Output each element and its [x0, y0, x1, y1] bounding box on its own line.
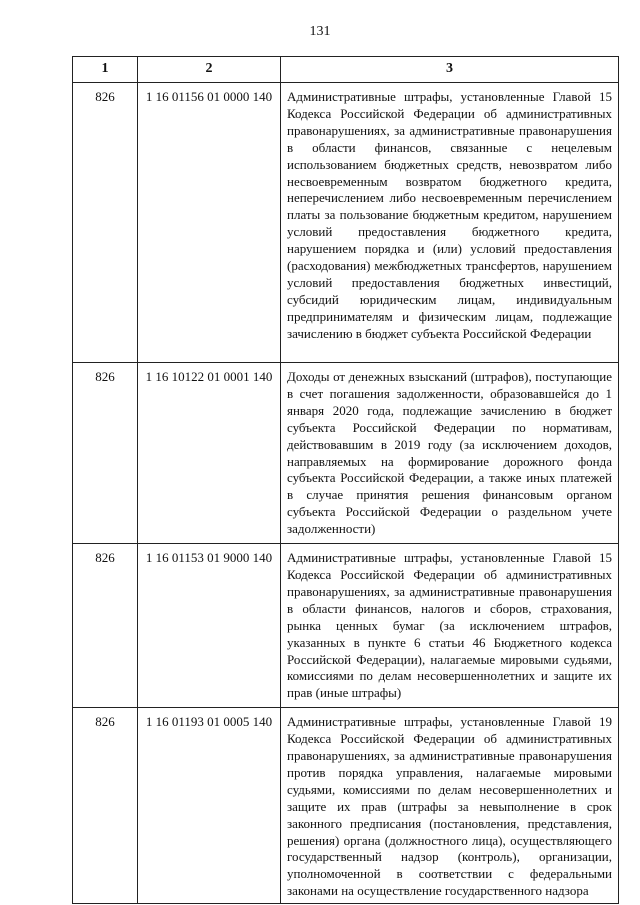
revenue-code-cell: 1 16 01156 01 0000 140 — [138, 83, 281, 363]
revenue-code-cell: 1 16 01153 01 9000 140 — [138, 544, 281, 708]
revenue-description-cell: Административные штрафы, установленные Главой 15 Кодекса Российской Федерации об административных правонарушениях, за административные правонарушения в области финансов, связанные с нецелевым использованием бюджетных средств, невозвратом либо несвоевременным возвратом бюджетного кредита, неперечислением либо несвоевременным перечислением платы за пользование бюджетным кредитом, нарушением условий предоставления бюджетного кредита, нарушением порядка и (или) условий предоставления (расходования) межбюджетных трансфертов, нарушением условий предоставления бюджетных инвестиций, субсидий юридическим лицам, индивидуальным предпринимателям и физическим лицам, подлежащие зачислению в бюджет субъекта Российской Федерации — [281, 83, 619, 363]
column-header-1: 1 — [73, 57, 138, 83]
table-row — [73, 544, 619, 708]
table-row — [73, 363, 619, 544]
admin-code-cell: 826 — [73, 363, 138, 544]
admin-code-cell: 826 — [73, 544, 138, 708]
table-row — [73, 83, 619, 363]
revenue-description-cell: Доходы от денежных взысканий (штрафов), поступающие в счет погашения задолженности, образовавшейся до 1 января 2020 года, подлежащие зачислению в бюджет субъекта Российской Федерации по нормативам, действовавшим в 2019 году (за исключением доходов, направляемых на формирование дорожного фонда субъекта Российской Федерации, а также иных платежей в случае принятия решения финансовым органом субъекта Российской Федерации о раздельном учете задолженности) — [281, 363, 619, 544]
budget-revenue-table — [72, 56, 619, 904]
revenue-code-cell: 1 16 01193 01 0005 140 — [138, 708, 281, 904]
admin-code-cell: 826 — [73, 83, 138, 363]
table-row — [73, 708, 619, 904]
column-header-2: 2 — [138, 57, 281, 83]
revenue-code-cell: 1 16 10122 01 0001 140 — [138, 363, 281, 544]
column-header-3: 3 — [281, 57, 619, 83]
admin-code-cell: 826 — [73, 708, 138, 904]
page-number: 131 — [309, 24, 331, 39]
revenue-description-cell: Административные штрафы, установленные Главой 15 Кодекса Российской Федерации об административных правонарушениях, за административные правонарушения в области финансов, налогов и сборов, страхования, рынка ценных бумаг (за исключением штрафов, указанных в пункте 6 статьи 46 Бюджетного кодекса Российской Федерации), налагаемые мировыми судьями, комиссиями по делам несовершеннолетних и защите их прав (иные штрафы) — [281, 544, 619, 708]
revenue-description-cell: Административные штрафы, установленные Главой 19 Кодекса Российской Федерации об административных правонарушениях, за административные правонарушения против порядка управления, налагаемые мировыми судьями, комиссиями по делам несовершеннолетних и защите их прав (штрафы за невыполнение в срок законного предписания (постановления, представления, решения) органа (должностного лица), осуществляющего государственный надзор (контроль), организации, уполномоченной в соответствии с федеральными законами на осуществление государственного надзора — [281, 708, 619, 904]
table-header-row — [73, 57, 619, 83]
